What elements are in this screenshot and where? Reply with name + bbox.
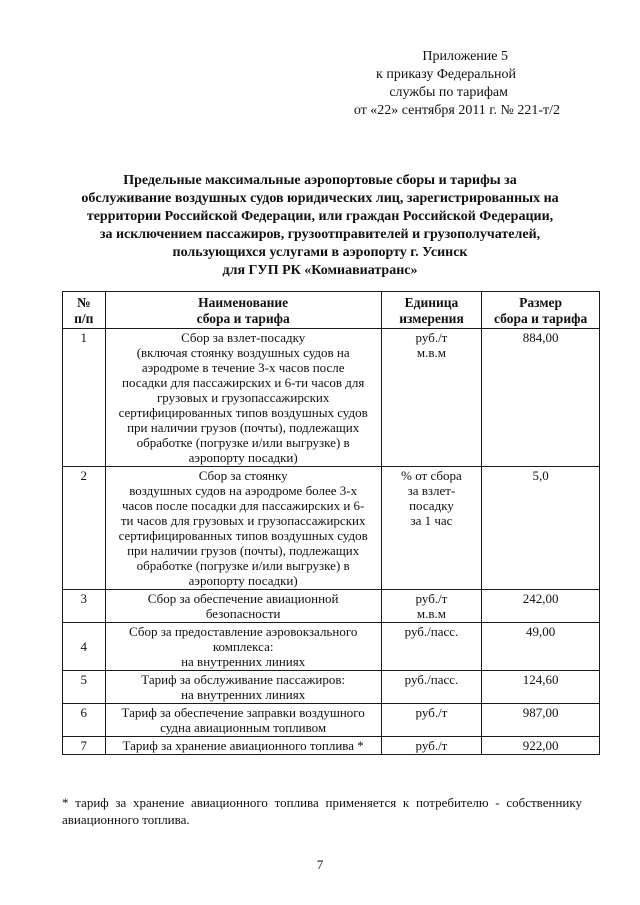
table-row bbox=[63, 671, 600, 704]
header-name: Наименование сбора и тарифа bbox=[105, 292, 381, 329]
tariffs-table bbox=[62, 291, 600, 755]
header-unit: Единица измерения bbox=[381, 292, 481, 329]
row-number: 5 bbox=[63, 671, 106, 704]
appendix-line-1: Приложение 5 bbox=[422, 49, 508, 64]
table-header-row bbox=[63, 292, 600, 329]
row-unit: руб./т м.в.м bbox=[381, 590, 481, 623]
table-row bbox=[63, 467, 600, 590]
header-number: № п/п bbox=[63, 292, 106, 329]
row-number: 7 bbox=[63, 737, 106, 755]
footnote: * тариф за хранение авиационного топлива применяется к потребителю - собственнику авиационного топлива. bbox=[62, 795, 582, 827]
row-size: 884,00 bbox=[482, 329, 600, 467]
row-name: Сбор за стоянку воздушных судов на аэродроме более 3-х часов после посадки для пассажирских и 6- ти часов для грузовых и грузопассажирских сертифицированных типов воздушных судов при наличии грузов (почты), подлежащих обработке (погрузке и/или выгрузке) в аэропорту посадки) bbox=[105, 467, 381, 590]
appendix-line-4: от «22» сентября 2011 г. № 221-т/2 bbox=[353, 103, 560, 118]
row-name: Сбор за взлет-посадку (включая стоянку воздушных судов на аэродроме в течение 3-х часов после посадки для пассажирских и 6-ти часов для грузовых и грузопассажирских сертифицированных типов воздушных судов при наличии грузов (почты), подлежащих обработке (погрузке и/или выгрузке) в аэропорту посадки) bbox=[105, 329, 381, 467]
row-unit: руб./т bbox=[381, 704, 481, 737]
row-name: Тариф за обеспечение заправки воздушного судна авиационным топливом bbox=[105, 704, 381, 737]
row-name: Тариф за хранение авиационного топлива * bbox=[105, 737, 381, 755]
row-size: 242,00 bbox=[482, 590, 600, 623]
appendix-line-2: к приказу Федеральной bbox=[376, 67, 516, 82]
row-unit: руб./т м.в.м bbox=[381, 329, 481, 467]
table-row bbox=[63, 590, 600, 623]
row-number: 4 bbox=[63, 623, 106, 671]
table-row bbox=[63, 704, 600, 737]
table-row bbox=[63, 329, 600, 467]
row-name: Сбор за предоставление аэровокзального комплекса: на внутренних линиях bbox=[105, 623, 381, 671]
row-number: 6 bbox=[63, 704, 106, 737]
row-number: 1 bbox=[63, 329, 106, 467]
row-unit: руб./т bbox=[381, 737, 481, 755]
row-name: Сбор за обеспечение авиационной безопасности bbox=[105, 590, 381, 623]
table-row bbox=[63, 623, 600, 671]
table-row bbox=[63, 737, 600, 755]
row-size: 49,00 bbox=[482, 623, 600, 671]
row-size: 922,00 bbox=[482, 737, 600, 755]
row-size: 5,0 bbox=[482, 467, 600, 590]
header-size: Размер сбора и тарифа bbox=[482, 292, 600, 329]
page-number: 7 bbox=[316, 857, 324, 872]
row-unit: руб./пасс. bbox=[381, 623, 481, 671]
row-unit: руб./пасс. bbox=[381, 671, 481, 704]
row-name: Тариф за обслуживание пассажиров: на внутренних линиях bbox=[105, 671, 381, 704]
row-unit: % от сбора за взлет- посадку за 1 час bbox=[381, 467, 481, 590]
document-title: Предельные максимальные аэропортовые сборы и тарифы за обслуживание воздушных судов юридических лиц, зарегистрированных на территории Российской Федерации, или граждан Российской Федерации, за исключением пассажиров, грузоотправителей и грузополучателей, пользующихся услугами в аэропорту г. Усинск для ГУП РК «Комиавиатранс» bbox=[81, 173, 559, 278]
appendix-line-3: службы по тарифам bbox=[389, 85, 508, 100]
row-number: 3 bbox=[63, 590, 106, 623]
row-number: 2 bbox=[63, 467, 106, 590]
appendix-header bbox=[300, 48, 560, 120]
row-size: 987,00 bbox=[482, 704, 600, 737]
row-size: 124,60 bbox=[482, 671, 600, 704]
